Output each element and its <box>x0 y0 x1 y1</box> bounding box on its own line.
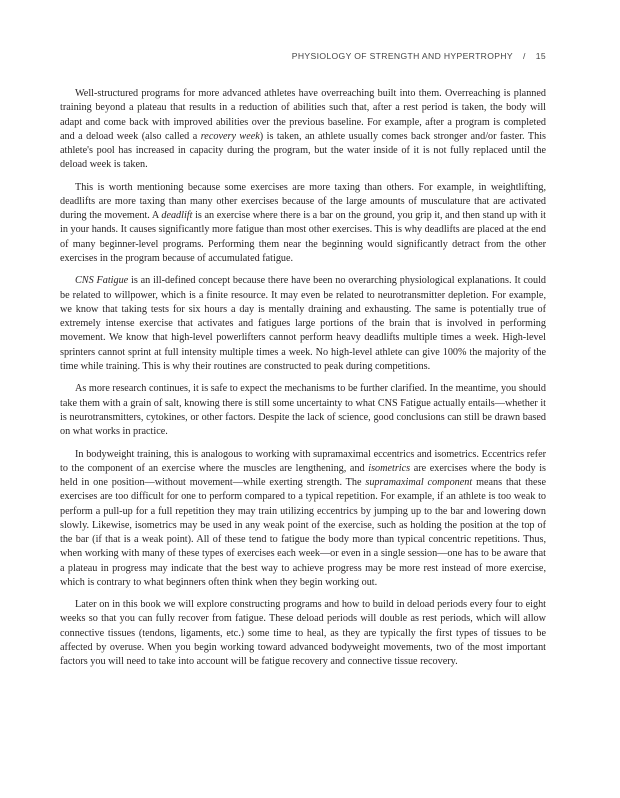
header-separator: / <box>522 51 526 61</box>
paragraph <box>60 382 546 439</box>
italic-term: isometrics <box>368 462 411 474</box>
paragraph <box>60 274 546 374</box>
running-title: PHYSIOLOGY OF STRENGTH AND HYPERTROPHY <box>291 51 513 61</box>
running-header <box>292 51 546 61</box>
text-run: are exercises where the body is held in one position—without movement—while exerting strength. The <box>60 462 546 488</box>
text-run: As more research continues, it is safe to expect the mechanisms to be further clarified. In the meantime, you should take them with a grain of salt, knowing there is still some uncertainty to what CNS Fatigue actually entails—whether it is neurotransmitters, cytokines, or other factors. Despite the lack of science, good conclusions can still be drawn based on what works in practice. <box>60 383 546 438</box>
text-run: Later on in this book we will explore constructing programs and how to build in deload periods every four to eight weeks so that you can fully recover from fatigue. These deload periods will double as rest periods, which will allow connective tissues (tendons, ligaments, etc.) some time to heal, as they are typically the first types of tissues to be affected by overuse. When you begin working toward advanced bodyweight movements, two of the most important factors you will need to take into account will be fatigue recovery and connective tissue recovery. <box>60 599 546 668</box>
paragraph <box>60 87 546 173</box>
text-run: is an ill-defined concept because there have been no overarching physiological explanations. It could be related to willpower, which is a finite resource. It may even be related to neurotransmitter depletion. For example, we know that taking tests for six hours a day is mentally draining and exhausting. The same is potentially true of extremely intense exercise that activates and fatigues large portions of the brain that is involved in performing movement. We know that high-level powerlifters cannot perform heavy deadlifts multiple times a week. High-level sprinters cannot sprint at full intensity multiple times a week. No high-level athlete can give 100% the majority of the time while training. This is why their routines are constructed to peak during competitions. <box>60 275 546 372</box>
text-run: means that these exercises are too difficult for one to perform compared to a typical repetition. For example, if an athlete is too weak to perform a pull-up for a full repetition they may train utilizing eccentrics by jumping up to the bar and lowering down slowly. Likewise, isometrics may be used in any weak point of the exercise, such as holding the position at the top of the bar (if that is a weak point). All of these tend to fatigue the body more than typical concentric repetitions. Thus, when working with many of these types of exercises each week—or even in a single session—one has to be aware that a plateau in progress may indicate that the best way to achieve progress may be more rest instead of more exercise, which is contrary to what beginners often think when they begin working out. <box>60 477 547 588</box>
text-run: ) is taken, an athlete usually comes back stronger and/or faster. This athlete's pool has increased in capacity during the program, but the water inside of it is not fully replaced until the deload week is taken. <box>60 130 546 171</box>
paragraph <box>60 598 546 669</box>
italic-term: recovery week <box>200 130 260 142</box>
italic-term: supramaximal component <box>365 477 473 488</box>
page-number: 15 <box>535 51 546 61</box>
text-run: is an exercise where there is a bar on the ground, you grip it, and then stand up with it in your hands. It causes significantly more fatigue than most other exercises. This is why deadlifts are placed at the end of many beginner-level programs. Performing them near the beginning would significantly detract from the other exercises in the program because of accumulated fatigue. <box>60 210 546 264</box>
text-run: This is worth mentioning because some exercises are more taxing than others. For example, in weightlifting, deadlifts are more taxing than many other exercises because of the large amounts of musculature that are activated during the movement. A <box>60 181 546 222</box>
paragraph <box>60 448 546 591</box>
text-run: Well-structured programs for more advanced athletes have overreaching built into them. Overreaching is planned training beyond a plateau that results in a reduction of abilities such that, after a rest period is taken, the body will adapt and come back with improved abilities over the previous baseline. For example, after a program is completed and a deload week (also called a <box>60 88 546 142</box>
italic-term: CNS Fatigue <box>75 275 129 287</box>
text-run: In bodyweight training, this is analogous to working with supramaximal eccentrics and isometrics. Eccentrics refer to the component of an exercise where the muscles are lengthening, and <box>60 448 546 474</box>
italic-term: deadlift <box>161 210 193 222</box>
paragraph <box>60 181 546 267</box>
body-text <box>60 87 546 678</box>
